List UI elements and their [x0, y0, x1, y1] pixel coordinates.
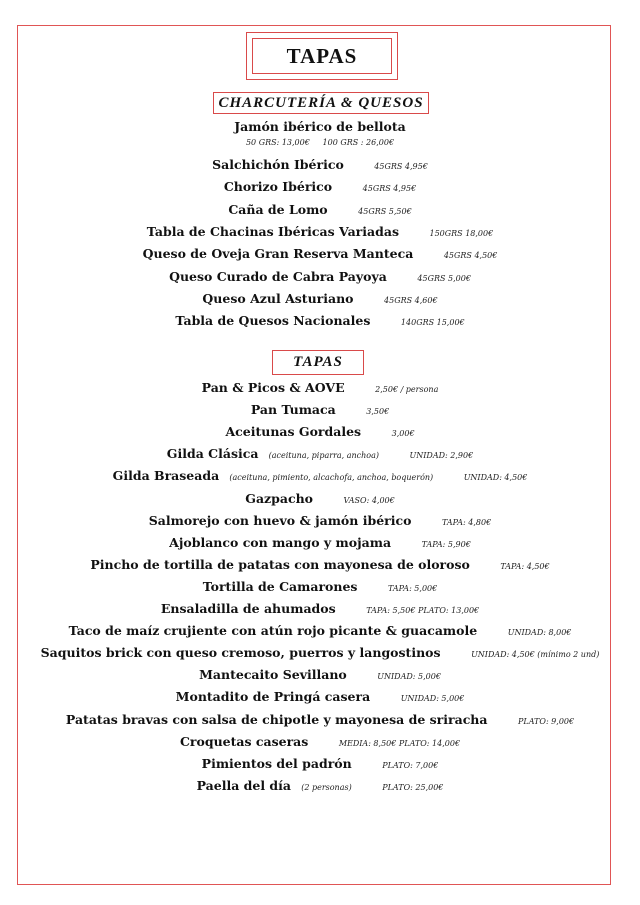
menu-item	[0, 490, 640, 509]
item-price: TAPA: 4,50€	[500, 561, 550, 571]
item-name: Saquitos brick con queso cremoso, puerros y langostinos	[40, 645, 441, 661]
item-name: Pan Tumaca	[250, 402, 336, 418]
item-name: Chorizo Ibérico	[223, 179, 333, 195]
menu-item	[0, 467, 640, 486]
item-name: Ajoblanco con mango y mojama	[169, 534, 392, 550]
item-name: Queso de Oveja Gran Reserva Manteca	[142, 246, 414, 262]
item-name: Taco de maíz crujiente con atún rojo picante & guacamole	[68, 623, 478, 639]
item-price: TAPA: 5,90€	[421, 539, 471, 549]
menu-item	[0, 578, 640, 597]
menu-item	[0, 688, 640, 707]
price-50g: 50 GRS: 13,00€	[245, 138, 310, 147]
menu-item	[0, 379, 640, 398]
menu-item	[0, 733, 640, 752]
item-name: Pimientos del padrón	[201, 755, 352, 771]
item-name: Tabla de Chacinas Ibéricas Variadas	[146, 223, 399, 239]
menu-item	[0, 644, 640, 663]
item-name: Aceitunas Gordales	[225, 424, 362, 440]
item-price: UNIDAD: 4,50€ (mínimo 2 und)	[471, 650, 600, 660]
item-price: TAPA: 4,80€	[441, 517, 492, 527]
menu-item	[0, 268, 640, 287]
item-price: TAPA: 5,00€	[387, 583, 438, 593]
section-heading-charcuteria: CHARCUTERÍA & QUESOS	[213, 92, 429, 114]
menu-item	[0, 622, 640, 641]
item-name: Salchichón Ibérico	[212, 157, 344, 172]
menu-item	[0, 556, 640, 575]
menu-item	[0, 223, 640, 242]
item-name: Salmorejo con huevo & jamón ibérico	[148, 512, 412, 528]
item-price: 3,50€	[366, 407, 390, 417]
item-name: Ensaladilla de ahumados	[160, 601, 336, 616]
item-price: 45GRS 5,50€	[358, 206, 412, 216]
item-name: Queso Azul Asturiano	[202, 290, 354, 306]
item-name: Tortilla de Camarones	[202, 578, 358, 594]
item-name: Pincho de tortilla de patatas con mayonesa de oloroso	[90, 556, 470, 572]
menu-item	[0, 666, 640, 685]
item-note: (aceituna, piparra, anchoa)	[268, 451, 380, 461]
item-name: Jamón ibérico de bellota	[234, 119, 406, 134]
item-price: TAPA: 5,50€ PLATO: 13,00€	[366, 606, 480, 615]
menu-item	[0, 777, 640, 796]
item-price: PLATO: 25,00€	[382, 782, 444, 792]
section-heading-tapas: TAPAS	[272, 350, 364, 375]
item-name: Pan & Picos & AOVE	[201, 380, 345, 395]
price-100g: 100 GRS : 26,00€	[322, 138, 395, 147]
item-price: 140GRS 15,00€	[400, 318, 465, 328]
item-name: Caña de Lomo	[228, 201, 328, 217]
item-price: 150GRS 18,00€	[429, 228, 494, 238]
menu-item	[0, 290, 640, 309]
item-detail	[0, 138, 640, 147]
item-price: VASO: 4,00€	[343, 495, 395, 505]
title-frame	[246, 32, 398, 80]
menu-item	[0, 245, 640, 264]
menu-item	[0, 401, 640, 420]
item-name: Queso Curado de Cabra Payoya	[169, 268, 387, 284]
item-price: 45GRS 4,50€	[443, 251, 498, 261]
menu-item	[0, 201, 640, 220]
item-price: UNIDAD: 5,00€	[400, 694, 465, 704]
menu-item	[0, 755, 640, 774]
menu-item	[0, 178, 640, 197]
item-name: Gazpacho	[245, 490, 314, 506]
item-name: Mantecaito Sevillano	[199, 667, 347, 683]
item-price: UNIDAD: 2,90€	[409, 451, 474, 461]
menu-item	[0, 711, 640, 730]
item-price: 45GRS 4,95€	[374, 162, 428, 171]
item-price: 2,50€ / persona	[375, 385, 439, 394]
menu-item	[0, 118, 640, 135]
item-name: Gilda Braseada	[112, 468, 220, 484]
item-price: UNIDAD: 5,00€	[377, 672, 441, 682]
item-price: PLATO: 9,00€	[518, 716, 575, 726]
item-price: 3,00€	[391, 429, 415, 439]
menu-item	[0, 445, 640, 464]
menu-item	[0, 600, 640, 619]
page-title: TAPAS	[252, 38, 392, 74]
menu-item	[0, 156, 640, 175]
menu-item	[0, 312, 640, 331]
menu-item	[0, 534, 640, 553]
item-price: PLATO: 7,00€	[382, 760, 439, 770]
menu-item	[0, 423, 640, 442]
item-price: UNIDAD: 4,50€	[463, 473, 528, 483]
item-name: Gilda Clásica	[166, 446, 259, 462]
item-name: Paella del día	[196, 777, 292, 793]
menu-item	[0, 512, 640, 531]
item-price: MEDIA: 8,50€ PLATO: 14,00€	[338, 738, 461, 748]
item-note: (aceituna, pimiento, alcachofa, anchoa, boquerón)	[229, 473, 434, 483]
item-name: Croquetas caseras	[179, 733, 309, 749]
item-price: 45GRS 4,60€	[384, 295, 438, 305]
item-price: UNIDAD: 8,00€	[507, 628, 572, 638]
item-note: (2 personas)	[301, 782, 352, 792]
item-name: Montadito de Pringá casera	[175, 689, 371, 705]
item-name: Patatas bravas con salsa de chipotle y mayonesa de sriracha	[65, 711, 488, 727]
item-price: 45GRS 5,00€	[417, 273, 471, 283]
item-price: 45GRS 4,95€	[362, 184, 417, 194]
item-name: Tabla de Quesos Nacionales	[175, 313, 371, 329]
